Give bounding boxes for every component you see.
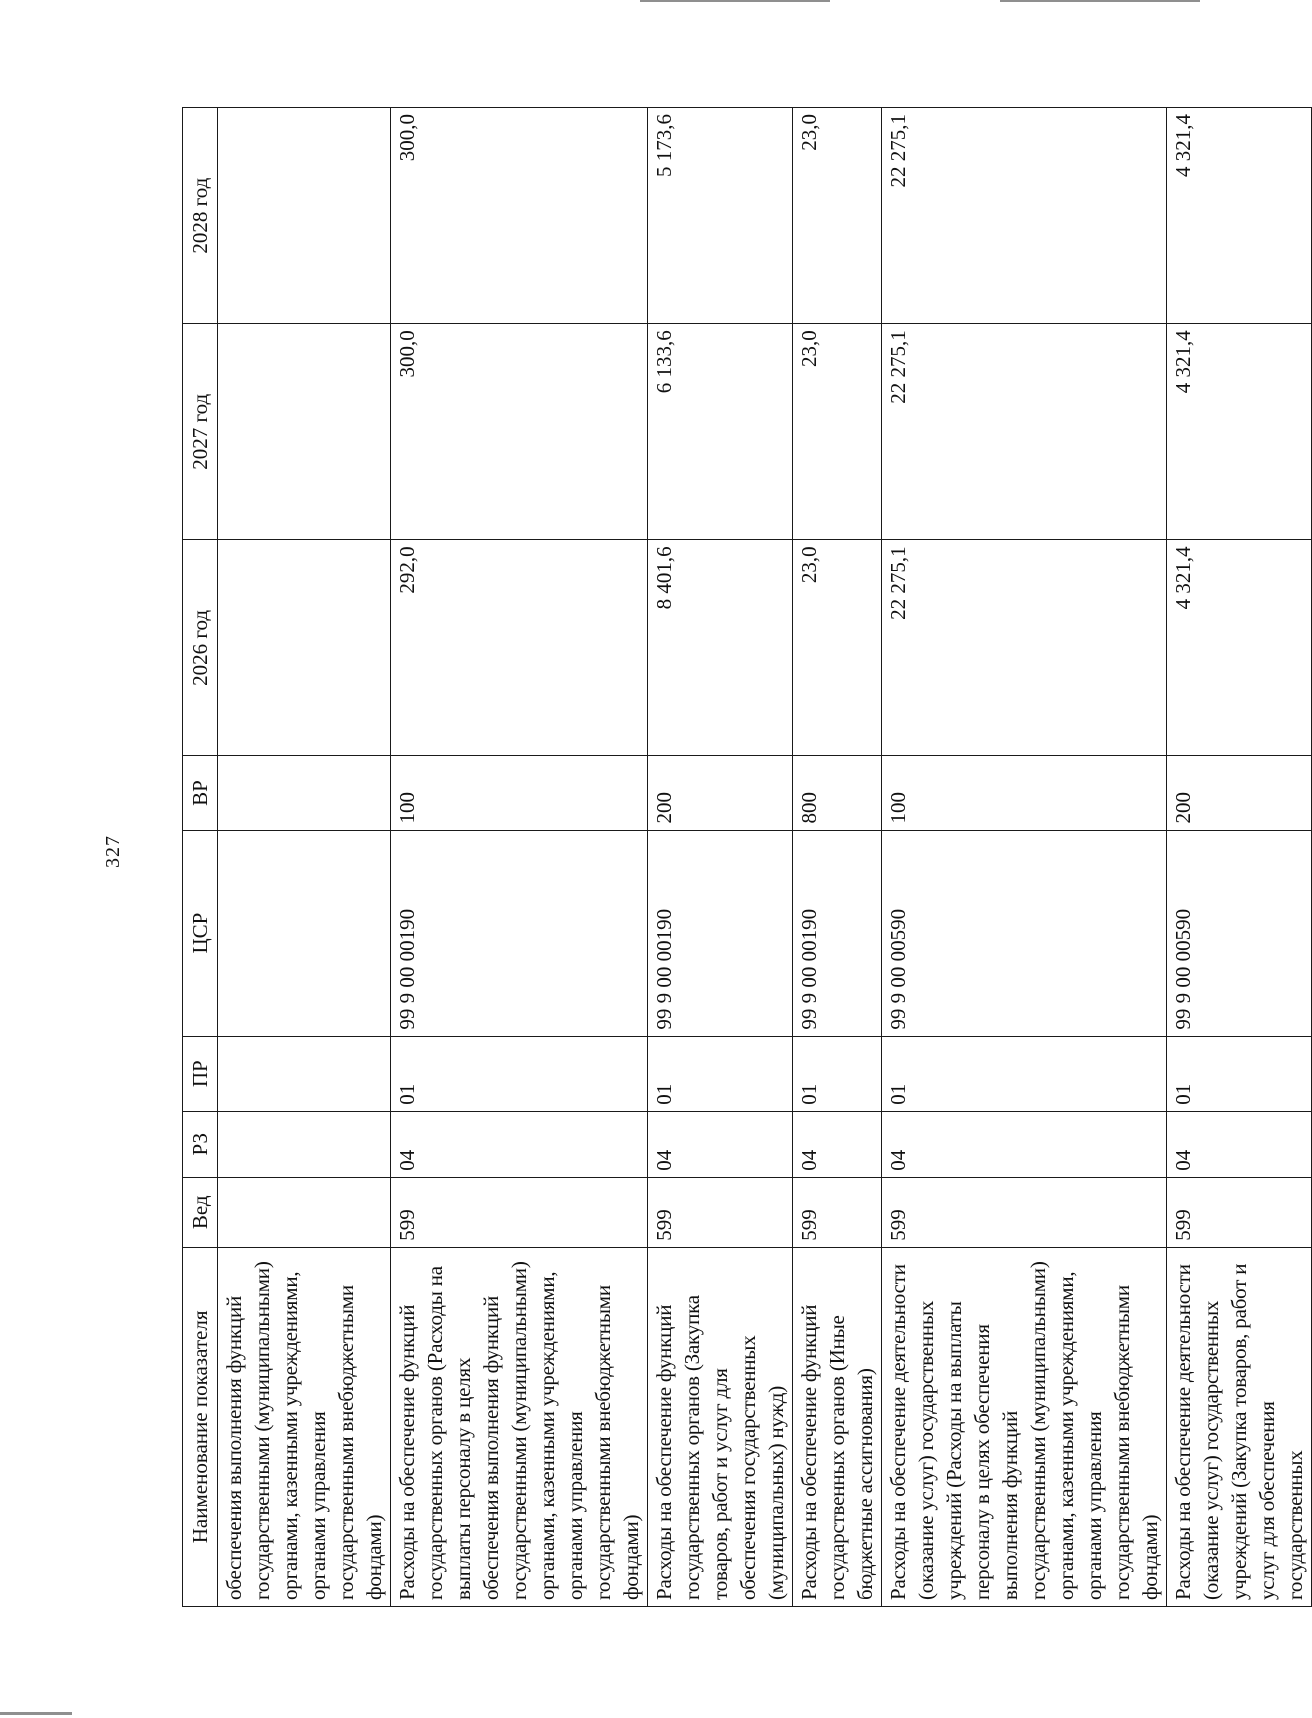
cell-ved: 599 xyxy=(391,1177,648,1247)
cell-rz xyxy=(218,1111,391,1177)
cell-2026: 4 321,4 xyxy=(1167,540,1312,756)
cell-rz: 04 xyxy=(648,1111,793,1177)
cell-csr: 99 9 00 00590 xyxy=(1167,830,1312,1036)
table-row xyxy=(218,108,391,1607)
cell-ved: 599 xyxy=(648,1177,793,1247)
header-pr: ПР xyxy=(183,1036,218,1111)
header-vr: ВР xyxy=(183,756,218,830)
cell-ved: 599 xyxy=(1167,1177,1312,1247)
cell-2028: 4 321,4 xyxy=(1167,108,1312,324)
cell-2026: 8 401,6 xyxy=(648,540,793,756)
cell-csr: 99 9 00 00190 xyxy=(391,830,648,1036)
scan-edge-top-right xyxy=(1000,0,1200,2)
table-row xyxy=(648,108,793,1607)
cell-2026 xyxy=(218,540,391,756)
scan-edge-bottom xyxy=(0,1712,72,1715)
cell-name: обеспечения выполнения функций государственными (муниципальными) органами, казенными учреждениями, органами управления государственными внебюджетными фондами) xyxy=(218,1247,391,1606)
cell-vr: 100 xyxy=(391,756,648,830)
cell-vr: 100 xyxy=(882,756,1167,830)
table-row xyxy=(1167,108,1312,1607)
cell-2028: 23,0 xyxy=(793,108,882,324)
cell-name: Расходы на обеспечение деятельности (оказание услуг) государственных учреждений (Закупка товаров, работ и услуг для обеспечения государственных xyxy=(1167,1247,1312,1606)
cell-name: Расходы на обеспечение функций государственных органов (Иные бюджетные ассигнования) xyxy=(793,1247,882,1606)
cell-name: Расходы на обеспечение функций государственных органов (Закупка товаров, работ и услуг для обеспечения государственных (муниципальных) нужд) xyxy=(648,1247,793,1606)
cell-name: Расходы на обеспечение деятельности (оказание услуг) государственных учреждений (Расходы на выплаты персоналу в целях обеспечения выполнения функций государственными (муниципальными) органами, казенными учреждениями, органами управления государственными внебюджетными фондами) xyxy=(882,1247,1167,1606)
cell-pr: 01 xyxy=(1167,1036,1312,1111)
cell-2028: 22 275,1 xyxy=(882,108,1167,324)
table-row xyxy=(882,108,1167,1607)
cell-csr: 99 9 00 00190 xyxy=(648,830,793,1036)
header-rz: РЗ xyxy=(183,1111,218,1177)
cell-vr xyxy=(218,756,391,830)
header-2027: 2027 год xyxy=(183,324,218,540)
cell-vr: 200 xyxy=(648,756,793,830)
cell-rz: 04 xyxy=(793,1111,882,1177)
cell-2027: 22 275,1 xyxy=(882,324,1167,540)
header-name: Наименование показателя xyxy=(183,1247,218,1606)
header-ved: Вед xyxy=(183,1177,218,1247)
cell-2027 xyxy=(218,324,391,540)
cell-2028: 5 173,6 xyxy=(648,108,793,324)
cell-pr: 01 xyxy=(391,1036,648,1111)
header-2028: 2028 год xyxy=(183,108,218,324)
cell-2027: 300,0 xyxy=(391,324,648,540)
cell-2027: 6 133,6 xyxy=(648,324,793,540)
cell-rz: 04 xyxy=(882,1111,1167,1177)
cell-pr: 01 xyxy=(648,1036,793,1111)
cell-vr: 800 xyxy=(793,756,882,830)
cell-rz: 04 xyxy=(1167,1111,1312,1177)
cell-pr: 01 xyxy=(882,1036,1167,1111)
cell-csr: 99 9 00 00590 xyxy=(882,830,1167,1036)
cell-ved: 599 xyxy=(882,1177,1167,1247)
cell-ved: 599 xyxy=(793,1177,882,1247)
table-header-row xyxy=(183,108,218,1607)
header-csr: ЦСР xyxy=(183,830,218,1036)
cell-csr: 99 9 00 00190 xyxy=(793,830,882,1036)
cell-pr: 01 xyxy=(793,1036,882,1111)
cell-2026: 292,0 xyxy=(391,540,648,756)
table-row xyxy=(793,108,882,1607)
header-2026: 2026 год xyxy=(183,540,218,756)
cell-2027: 4 321,4 xyxy=(1167,324,1312,540)
cell-name: Расходы на обеспечение функций государственных органов (Расходы на выплаты персоналу в целях обеспечения выполнения функций государственными (муниципальными) органами, казенными учреждениями, органами управления государственными внебюджетными фондами) xyxy=(391,1247,648,1606)
cell-csr xyxy=(218,830,391,1036)
rotated-page-content xyxy=(182,107,1307,1607)
table-row xyxy=(391,108,648,1607)
scan-edge-top-left xyxy=(640,0,830,2)
budget-table xyxy=(182,107,1312,1607)
cell-2028 xyxy=(218,108,391,324)
cell-2027: 23,0 xyxy=(793,324,882,540)
cell-pr xyxy=(218,1036,391,1111)
cell-rz: 04 xyxy=(391,1111,648,1177)
cell-ved xyxy=(218,1177,391,1247)
cell-2026: 23,0 xyxy=(793,540,882,756)
cell-2028: 300,0 xyxy=(391,108,648,324)
cell-2026: 22 275,1 xyxy=(882,540,1167,756)
page-number: 327 xyxy=(102,835,124,868)
cell-vr: 200 xyxy=(1167,756,1312,830)
